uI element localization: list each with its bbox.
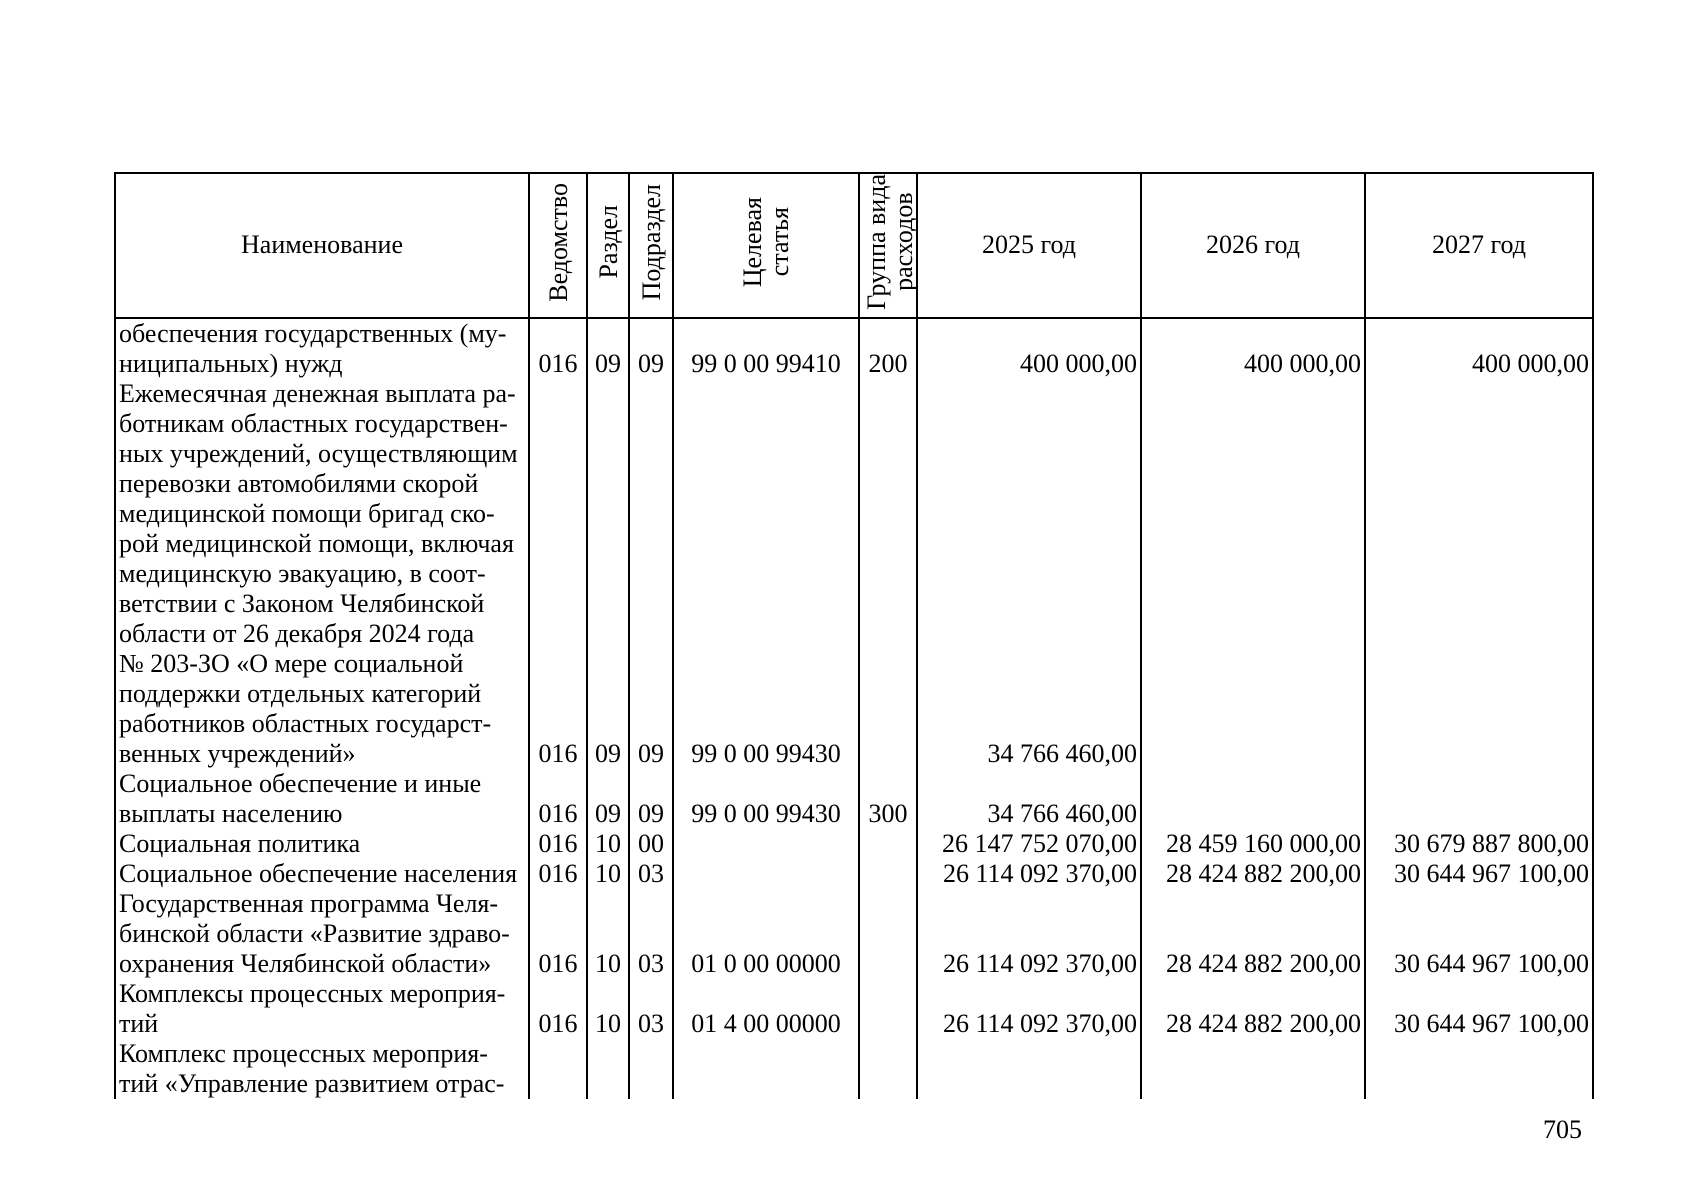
row-name-cell <box>115 829 529 859</box>
row-name-line: Государственная программа Челя- <box>119 888 499 918</box>
amount-2025-cell: 34 766 460,00 <box>917 769 1141 829</box>
amount-2026-cell: 400 000,00 <box>1141 318 1365 379</box>
header-section: Раздел <box>587 173 629 318</box>
section-cell: 10 <box>587 859 629 889</box>
row-name-line: перевозки автомобилями скорой <box>119 468 479 498</box>
target-article-cell: 01 4 00 00000 <box>673 979 859 1039</box>
row-name-line: ниципальных) нужд <box>119 348 343 378</box>
amount-2026-cell: 28 424 882 200,00 <box>1141 979 1365 1039</box>
section-cell: 10 <box>587 829 629 859</box>
amount-2025-cell <box>917 1039 1141 1099</box>
department-cell: 016 <box>529 379 587 769</box>
row-name-line: рой медицинской помощи, включая <box>119 528 514 558</box>
department-cell: 016 <box>529 979 587 1039</box>
target-article-cell: 99 0 00 99430 <box>673 379 859 769</box>
subsection-cell: 00 <box>629 829 673 859</box>
page-number: 705 <box>1543 1115 1582 1144</box>
row-name-line: медицинскую эвакуацию, в соот- <box>119 558 486 588</box>
amount-2025-cell: 26 147 752 070,00 <box>917 829 1141 859</box>
header-year-2025: 2025 год <box>917 173 1141 318</box>
amount-2027-cell <box>1365 379 1593 769</box>
target-article-cell: 01 0 00 00000 <box>673 889 859 979</box>
department-cell: 016 <box>529 829 587 859</box>
target-article-cell <box>673 829 859 859</box>
expense-group-cell <box>859 859 917 889</box>
amount-2025-cell: 26 114 092 370,00 <box>917 889 1141 979</box>
row-name-line: венных учреждений» <box>119 738 356 768</box>
row-name-cell <box>115 859 529 889</box>
row-name-line: охранения Челябинской области» <box>119 948 492 978</box>
department-cell <box>529 1039 587 1099</box>
table-row <box>115 1039 1593 1099</box>
amount-2027-cell: 30 644 967 100,00 <box>1365 859 1593 889</box>
table-row <box>115 889 1593 979</box>
amount-2027-cell <box>1365 769 1593 829</box>
amount-2026-cell: 28 424 882 200,00 <box>1141 859 1365 889</box>
table-row <box>115 379 1593 769</box>
expense-group-cell <box>859 379 917 769</box>
table-header-row <box>115 173 1593 318</box>
department-cell: 016 <box>529 889 587 979</box>
table-row <box>115 769 1593 829</box>
row-name-line: ветствии с Законом Челябинской <box>119 588 485 618</box>
row-name-line: № 203-ЗО «О мере социальной <box>119 648 464 678</box>
row-name-cell <box>115 318 529 379</box>
row-name-line: медицинской помощи бригад ско- <box>119 498 495 528</box>
row-name-line: Комплексы процессных мероприя- <box>119 978 506 1008</box>
row-name-line: ботникам областных государствен- <box>119 408 508 438</box>
amount-2027-cell: 400 000,00 <box>1365 318 1593 379</box>
subsection-cell: 09 <box>629 769 673 829</box>
header-expense-group: Группа вида расходов <box>859 173 917 318</box>
budget-table <box>114 172 1594 1099</box>
subsection-cell: 03 <box>629 889 673 979</box>
header-subsection: Подраздел <box>629 173 673 318</box>
row-name-line: Социальное обеспечение и иные <box>119 768 482 798</box>
amount-2027-cell: 30 644 967 100,00 <box>1365 979 1593 1039</box>
row-name-cell <box>115 979 529 1039</box>
subsection-cell: 09 <box>629 318 673 379</box>
row-name-line: обеспечения государственных (му- <box>119 318 507 348</box>
section-cell <box>587 1039 629 1099</box>
row-name-line: выплаты населению <box>119 798 343 828</box>
row-name-line: работников областных государст- <box>119 708 492 738</box>
row-name-line: Социальная политика <box>119 828 361 858</box>
department-cell: 016 <box>529 859 587 889</box>
target-article-cell <box>673 1039 859 1099</box>
amount-2025-cell: 26 114 092 370,00 <box>917 979 1141 1039</box>
amount-2025-cell: 400 000,00 <box>917 318 1141 379</box>
amount-2027-cell: 30 679 887 800,00 <box>1365 829 1593 859</box>
subsection-cell: 09 <box>629 379 673 769</box>
header-year-2027: 2027 год <box>1365 173 1593 318</box>
amount-2026-cell <box>1141 1039 1365 1099</box>
table-row <box>115 318 1593 379</box>
row-name-line: ных учреждений, осуществляющим <box>119 438 518 468</box>
row-name-line: тий «Управление развитием отрас- <box>119 1068 505 1098</box>
expense-group-cell <box>859 889 917 979</box>
section-cell: 09 <box>587 379 629 769</box>
row-name-cell <box>115 769 529 829</box>
amount-2026-cell <box>1141 769 1365 829</box>
target-article-cell: 99 0 00 99430 <box>673 769 859 829</box>
expense-group-cell <box>859 1039 917 1099</box>
amount-2026-cell <box>1141 379 1365 769</box>
table-row <box>115 829 1593 859</box>
table-body <box>115 318 1593 1099</box>
section-cell: 10 <box>587 889 629 979</box>
header-year-2026: 2026 год <box>1141 173 1365 318</box>
row-name-line: поддержки отдельных категорий <box>119 678 482 708</box>
amount-2025-cell: 34 766 460,00 <box>917 379 1141 769</box>
header-name: Наименование <box>115 173 529 318</box>
department-cell: 016 <box>529 318 587 379</box>
amount-2025-cell: 26 114 092 370,00 <box>917 859 1141 889</box>
row-name-cell <box>115 889 529 979</box>
header-target-article: Целевая статья <box>673 173 859 318</box>
row-name-line: Комплекс процессных мероприя- <box>119 1038 488 1068</box>
department-cell: 016 <box>529 769 587 829</box>
subsection-cell: 03 <box>629 859 673 889</box>
row-name-line: тий <box>119 1008 159 1038</box>
row-name-cell <box>115 379 529 769</box>
table-row <box>115 979 1593 1039</box>
section-cell: 09 <box>587 318 629 379</box>
expense-group-cell <box>859 829 917 859</box>
row-name-line: Социальное обеспечение населения <box>119 858 518 888</box>
section-cell: 10 <box>587 979 629 1039</box>
subsection-cell <box>629 1039 673 1099</box>
expense-group-cell: 200 <box>859 318 917 379</box>
header-department: Ведомство <box>529 173 587 318</box>
subsection-cell: 03 <box>629 979 673 1039</box>
expense-group-cell <box>859 979 917 1039</box>
amount-2027-cell <box>1365 1039 1593 1099</box>
row-name-line: области от 26 декабря 2024 года <box>119 618 475 648</box>
target-article-cell <box>673 859 859 889</box>
row-name-cell <box>115 1039 529 1099</box>
table-row <box>115 859 1593 889</box>
amount-2027-cell: 30 644 967 100,00 <box>1365 889 1593 979</box>
row-name-line: бинской области «Развитие здраво- <box>119 918 510 948</box>
target-article-cell: 99 0 00 99410 <box>673 318 859 379</box>
expense-group-cell: 300 <box>859 769 917 829</box>
amount-2026-cell: 28 459 160 000,00 <box>1141 829 1365 859</box>
section-cell: 09 <box>587 769 629 829</box>
amount-2026-cell: 28 424 882 200,00 <box>1141 889 1365 979</box>
row-name-line: Ежемесячная денежная выплата ра- <box>119 378 516 408</box>
